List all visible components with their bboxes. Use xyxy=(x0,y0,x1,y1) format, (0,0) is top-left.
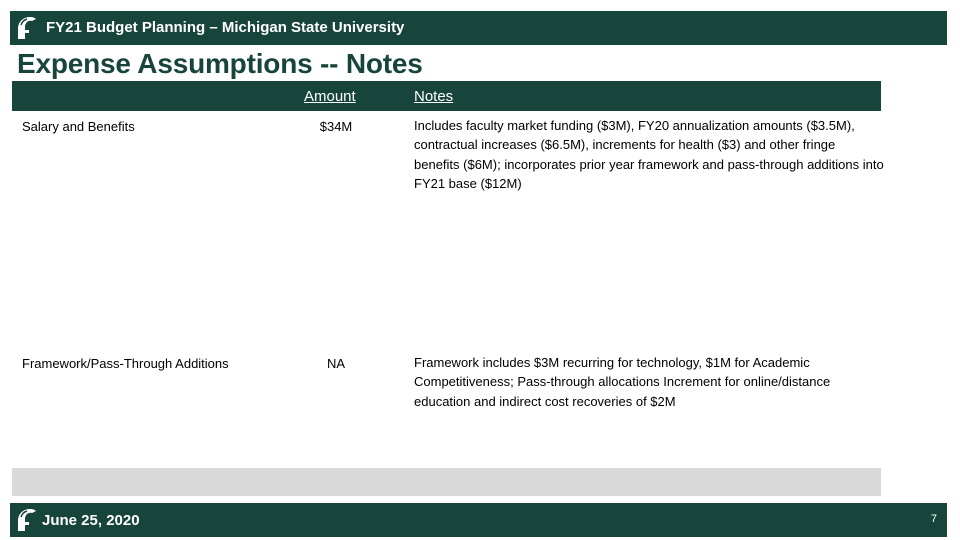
header-bar xyxy=(10,11,947,45)
row-notes: Includes faculty market funding ($3M), FY20 annualization amounts ($3.5M), contractual increases ($6.5M), increments for health ($3) and other fringe benefits ($6M); incorporates prior year framework and pass-through additions into FY21 base ($12M) xyxy=(414,118,884,191)
row-amount: $34M xyxy=(319,119,353,134)
footer-date: June 25, 2020 xyxy=(42,512,140,529)
table-header xyxy=(12,81,881,111)
row-label: Salary and Benefits xyxy=(22,119,135,134)
table-footer-band xyxy=(12,468,881,496)
page-number: 7 xyxy=(930,513,937,525)
row-amount: NA xyxy=(326,356,346,371)
spartan-helmet-icon xyxy=(13,15,37,41)
column-header-notes: Notes xyxy=(414,88,454,105)
header-title: FY21 Budget Planning – Michigan State University xyxy=(46,19,405,36)
column-header-amount: Amount xyxy=(304,88,356,105)
row-label: Framework/Pass-Through Additions xyxy=(22,356,229,371)
row-notes: Framework includes $3M recurring for technology, $1M for Academic Competitiveness; Pass-through allocations Increment for online/distance education and indirect cost recoveries of $2M xyxy=(414,355,831,409)
spartan-helmet-icon xyxy=(13,507,37,533)
footer-bar xyxy=(10,503,947,537)
page-title: Expense Assumptions -- Notes xyxy=(17,48,423,79)
